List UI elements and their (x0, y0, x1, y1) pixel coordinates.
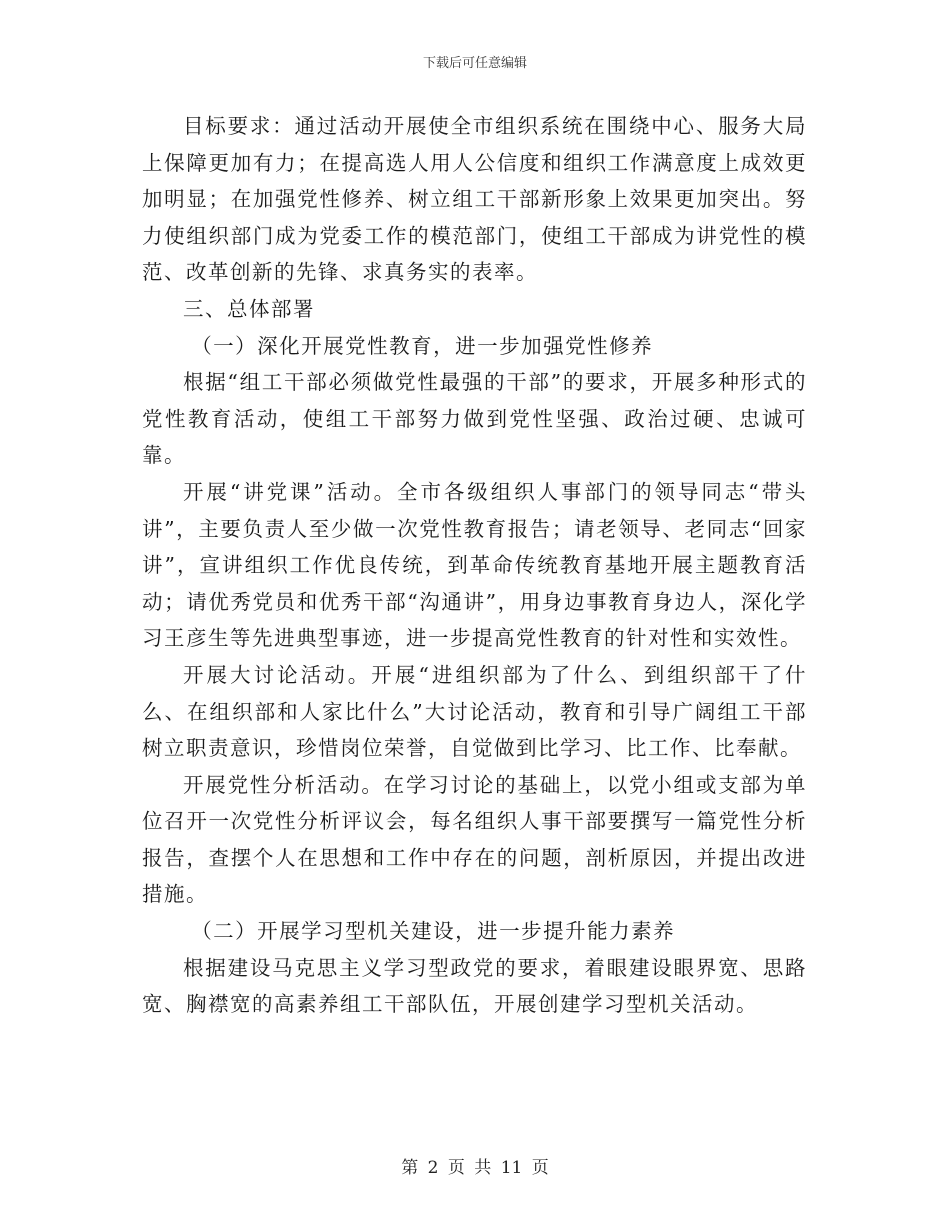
subsection-heading-party-education: （一）深化开展党性教育，进一步加强党性修养 (191, 333, 654, 358)
page-footer: 第 2 页 共 11 页 (401, 1158, 549, 1178)
page-header: 下载后可任意编辑 (422, 56, 527, 71)
paragraph-learning-organization: 根据建设马克思主义学习型政党的要求，着眼建设眼界宽、思路宽、胸襟宽的高素养组工干部队伍，开展创建学习型机关活动。 (142, 955, 807, 1017)
paragraph-party-education: 根据“组工干部必须做党性最强的干部”的要求，开展多种形式的党性教育活动，使组工干部努力做到党性坚强、政治过硬、忠诚可靠。 (142, 370, 807, 468)
paragraph-party-analysis: 开展党性分析活动。在学习讨论的基础上，以党小组或支部为单位召开一次党性分析评议会，每名组织人事干部要撰写一篇党性分析报告，查摆个人在思想和工作中存在的问题，剖析原因，并提出改进措施。 (142, 772, 807, 907)
document-body (142, 108, 807, 1023)
section-heading-overall-deployment: 三、总体部署 (183, 296, 315, 321)
paragraph-goals: 目标要求：通过活动开展使全市组织系统在围绕中心、服务大局上保障更加有力；在提高选人用人公信度和组织工作满意度上成效更加明显；在加强党性修养、树立组工干部新形象上效果更加突出。努力使组织部门成为党委工作的模范部门，使组工干部成为讲党性的模范、改革创新的先锋、求真务实的表率。 (142, 114, 807, 285)
subsection-heading-learning-organization: （二）开展学习型机关建设，进一步提升能力素养 (191, 919, 676, 944)
paragraph-discussion: 开展大讨论活动。开展“进组织部为了什么、到组织部干了什么、在组织部和人家比什么”大讨论活动，教育和引导广阔组工干部树立职责意识，珍惜岗位荣誉，自觉做到比学习、比工作、比奉献。 (142, 662, 807, 761)
paragraph-party-lecture: 开展“讲党课”活动。全市各级组织人事部门的领导同志“带头讲”，主要负责人至少做一次党性教育报告；请老领导、老同志“回家讲”，宣讲组织工作优良传统，到革命传统教育基地开展主题教育活动；请优秀党员和优秀干部“沟通讲”，用身边事教育身边人，深化学习王彦生等先进典型事迹，进一步提高党性教育的针对性和实效性。 (142, 479, 807, 651)
